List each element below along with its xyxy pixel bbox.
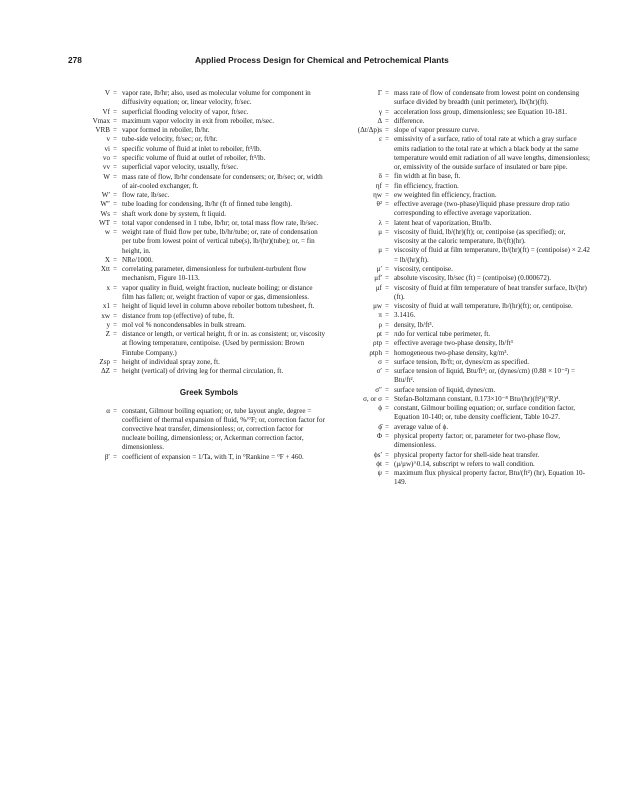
equals-sign: = <box>113 311 118 320</box>
entry-definition: physical property factor; or, parameter for two-phase flow, dimensionless. <box>394 432 561 450</box>
entry-symbol: ηf <box>375 181 382 190</box>
equals-sign: = <box>385 422 390 431</box>
entry-definition: surface tension of liquid, Btu/ft²; or, (dynes/cm) (0.88 × 10⁻³) = Btu/ft². <box>394 367 576 385</box>
equals-sign: = <box>113 89 118 97</box>
entry-definition: surface tension, lb/ft; or, dynes/cm as specified. <box>394 357 530 366</box>
entry-definition: tube loading for condensing, lb/hr (ft of finned tube length). <box>122 200 293 209</box>
entry-definition: fin efficiency, fraction. <box>394 181 459 190</box>
nomenclature-entry <box>334 451 592 460</box>
entry-symbol: vi <box>104 144 110 153</box>
entry-definition: weight rate of fluid flow per tube, lb/hr/tube; or, rate of condensation per tube from lowest point of vertical tube(s), lb/(hr)(tube); or, = fin height, in. <box>122 228 318 255</box>
entry-symbol: ε <box>379 135 382 144</box>
nomenclature-entry <box>334 246 592 264</box>
equals-sign: = <box>113 406 118 415</box>
entry-definition: distance or length, or vertical height, ft or in. as consistent; or, viscosity at flowing temperature, centipoise. (Used by permission: Brown Fintube Company.) <box>122 330 326 357</box>
entry-symbol: Ws <box>100 209 110 218</box>
equals-sign: = <box>385 218 390 227</box>
entry-definition: slope of vapor pressure curve. <box>394 126 480 135</box>
nomenclature-list-left <box>64 89 326 376</box>
nomenclature-entry <box>334 108 592 117</box>
entry-definition: specific volume of fluid at outlet of reboiler, ft³/lb. <box>122 153 266 162</box>
entry-definition: shaft work done by system, ft liquid. <box>122 209 227 218</box>
equals-sign: = <box>385 126 390 135</box>
entry-symbol: WT <box>98 218 110 227</box>
entry-definition: constant, Gilmour boiling equation; or, surface condition factor, Equation 10-140; or, tube density coefficient, Table 10-27. <box>394 404 576 422</box>
equals-sign: = <box>113 218 118 227</box>
nomenclature-entry <box>334 339 592 348</box>
entry-definition: viscosity of fluid at film temperature, lb/(hr)(ft) = (centipoise) × 2.42 = lb/(hr)(ft). <box>394 246 590 264</box>
nomenclature-entry <box>334 349 592 358</box>
nomenclature-entry <box>64 284 326 302</box>
entry-symbol: w <box>104 228 110 237</box>
entry-definition: mol vol % noncondensables in bulk stream. <box>122 320 246 329</box>
entry-symbol: ρ <box>378 320 382 329</box>
nomenclature-entry <box>64 330 326 358</box>
equals-sign: = <box>113 163 118 172</box>
equals-sign: = <box>113 107 118 116</box>
entry-symbol: β′ <box>104 452 110 461</box>
entry-definition: height of liquid level in column above reboiler bottom tubesheet, ft. <box>122 302 315 311</box>
entry-definition: vapor rate, lb/hr; also, used as molecular volume for component in diffusivity equation; or, linear velocity, ft/sec. <box>122 89 311 107</box>
nomenclature-entry <box>334 117 592 126</box>
entry-definition: difference. <box>394 116 425 125</box>
equals-sign: = <box>385 135 390 144</box>
entry-symbol: vo <box>102 153 110 162</box>
page-header <box>68 55 578 69</box>
equals-sign: = <box>385 320 390 329</box>
equals-sign: = <box>113 209 118 218</box>
nomenclature-entry <box>64 145 326 154</box>
entry-symbol: Vf <box>102 107 110 116</box>
nomenclature-entry <box>334 311 592 320</box>
nomenclature-entry <box>334 404 592 422</box>
entry-definition: surface tension of liquid, dynes/cm. <box>394 385 496 394</box>
equals-sign: = <box>385 329 390 338</box>
entry-definition: latent heat of vaporization, Btu/lb. <box>394 218 492 227</box>
greek-symbols-heading: Greek Symbols <box>179 388 239 398</box>
entry-definition: viscosity of fluid, lb/(hr)(ft); or, centipoise (as specified); or, viscosity at the caloric temperature, lb/(ft)(hr). <box>394 227 566 246</box>
nomenclature-entry <box>334 302 592 311</box>
nomenclature-list-right <box>334 89 592 488</box>
nomenclature-entry <box>334 228 592 246</box>
entry-definition: mass rate of flow, lb/hr condensate for condensers; or, lb/sec; or, width of air-cooled exchanger, ft. <box>122 172 323 190</box>
entry-symbol: W″ <box>100 200 110 209</box>
nomenclature-entry <box>334 432 592 450</box>
entry-definition: effective average two-phase density, lb/ft³ <box>394 339 513 348</box>
entry-definition: maximum vapor velocity in exit from reboiler, m/sec. <box>122 116 274 125</box>
equals-sign: = <box>113 144 118 153</box>
entry-symbol: σ, or σ <box>363 394 382 403</box>
entry-symbol: x1 <box>102 302 110 311</box>
equals-sign: = <box>385 172 390 181</box>
entry-definition: ew weighted fin efficiency, fraction. <box>394 190 497 199</box>
nomenclature-entry <box>334 395 592 404</box>
equals-sign: = <box>113 283 118 292</box>
entry-symbol: ηw <box>373 190 382 199</box>
entry-symbol: θ² <box>376 200 382 209</box>
entry-symbol: y <box>106 320 110 329</box>
equals-sign: = <box>385 302 390 311</box>
equals-sign: = <box>113 191 118 200</box>
equals-sign: = <box>385 190 390 199</box>
entry-symbol: xw <box>101 311 110 320</box>
entry-symbol: W′ <box>101 191 110 200</box>
entry-symbol: Φ <box>376 432 382 441</box>
nomenclature-entry <box>64 219 326 228</box>
equals-sign: = <box>385 404 390 413</box>
entry-symbol: ϕs′ <box>373 450 382 459</box>
nomenclature-entry <box>64 367 326 376</box>
entry-definition: coefficient of expansion = 1/Ta, with T, in °Rankine = °F + 460. <box>122 452 304 461</box>
entry-definition: constant, Gilmour boiling equation; or, tube layout angle, degree = coefficient of thermal expansion of fluid, %/°F; or, correction factor for convective heat transfer, dimensionless; or, correction factor for nucleate boiling, dimensionless; or, Ackerman correction factor, dimensionless. <box>122 406 325 452</box>
equals-sign: = <box>385 469 390 478</box>
entry-definition: maximum flux physical property factor, Btu/(ft²) (hr), Equation 10-149. <box>394 469 585 487</box>
entry-symbol: μw <box>373 302 382 311</box>
nomenclature-entry <box>334 135 592 172</box>
nomenclature-entry <box>64 407 326 453</box>
equals-sign: = <box>113 200 118 209</box>
equals-sign: = <box>385 311 390 320</box>
entry-definition: specific volume of fluid at inlet to reboiler, ft³/lb. <box>122 144 262 153</box>
entry-symbol: δ <box>378 172 382 181</box>
nomenclature-entry <box>64 154 326 163</box>
entry-symbol: α <box>106 406 110 415</box>
equals-sign: = <box>113 265 118 274</box>
entry-symbol: σ′ <box>376 367 382 376</box>
equals-sign: = <box>113 302 118 311</box>
equals-sign: = <box>385 200 390 209</box>
entry-definition: fin width at fin base, ft. <box>394 172 461 181</box>
equals-sign: = <box>385 283 390 292</box>
nomenclature-entry <box>64 163 326 172</box>
nomenclature-entry <box>64 312 326 321</box>
page-number: 278 <box>68 55 82 65</box>
nomenclature-entry <box>64 453 326 462</box>
nomenclature-entry <box>334 460 592 469</box>
entry-symbol: x <box>106 283 110 292</box>
entry-symbol: ρtph <box>369 348 382 357</box>
entry-definition: distance from top (effective) of tube, ft. <box>122 311 235 320</box>
entry-symbol: Δ <box>377 116 382 125</box>
entry-symbol: ψ <box>377 469 382 478</box>
entry-symbol: ϕ̄ <box>378 422 382 431</box>
nomenclature-entry <box>334 265 592 274</box>
equals-sign: = <box>385 450 390 459</box>
equals-sign: = <box>113 320 118 329</box>
entry-symbol: μf <box>375 283 382 292</box>
entry-definition: physical property factor for shell-side heat transfer. <box>394 450 540 459</box>
nomenclature-entry <box>64 265 326 283</box>
nomenclature-entry <box>64 302 326 311</box>
entry-definition: average value of ϕ. <box>394 422 449 431</box>
running-title: Applied Process Design for Chemical and Petrochemical Plants <box>195 55 449 65</box>
equals-sign: = <box>385 107 390 116</box>
entry-definition: viscosity of fluid at wall temperature, lb/(hr)(ft); or, centipoise. <box>394 302 573 311</box>
entry-definition: vapor quality in fluid, weight fraction, nucleate boiling; or distance film has fallen; or, weight fraction of vapor or gas, dimensionless. <box>122 283 313 301</box>
entry-definition: homogeneous two-phase density, kg/m³. <box>394 348 509 357</box>
nomenclature-entry <box>334 191 592 200</box>
equals-sign: = <box>113 357 118 366</box>
nomenclature-entry <box>334 89 592 107</box>
entry-definition: emissivity of a surface, ratio of total rate at which a gray surface emits radiation to the total rate at which a black body at the same temperature would emit radiation of all wave lengths, dimensionless; or, emissivity of the outside surface of insulated or bare pipe. <box>394 135 591 171</box>
nomenclature-entry <box>64 108 326 117</box>
entry-symbol: λ <box>378 218 382 227</box>
nomenclature-entry <box>64 126 326 135</box>
equals-sign: = <box>113 228 118 237</box>
entry-symbol: μ <box>378 227 382 236</box>
entry-symbol: vv <box>102 163 110 172</box>
entry-definition: absolute viscosity, lb/sec (ft) = (centipoise) (0.000672). <box>394 274 552 283</box>
equals-sign: = <box>385 385 390 394</box>
nomenclature-entry <box>334 423 592 432</box>
entry-definition: NRe/1000. <box>122 255 153 264</box>
entry-symbol: Vmax <box>92 116 110 125</box>
nomenclature-entry <box>64 358 326 367</box>
entry-symbol: γ <box>378 107 382 116</box>
entry-definition: height of individual spray zone, ft. <box>122 357 220 366</box>
entry-symbol: ρt <box>376 329 382 338</box>
nomenclature-entry <box>334 200 592 218</box>
entry-symbol: ρtp <box>372 339 382 348</box>
equals-sign: = <box>385 181 390 190</box>
equals-sign: = <box>113 135 118 144</box>
nomenclature-list-greek <box>64 407 326 462</box>
entry-definition: tube-side velocity, ft/sec; or, ft/hr. <box>122 135 218 144</box>
entry-definition: correlating parameter, dimensionless for turbulent-turbulent flow mechanism, Figure 10-113. <box>122 265 307 283</box>
entry-symbol: σ <box>378 357 382 366</box>
equals-sign: = <box>113 367 118 376</box>
nomenclature-entry <box>334 469 592 487</box>
entry-symbol: μ′ <box>376 264 382 273</box>
entry-symbol: Zsp <box>99 357 110 366</box>
nomenclature-entry <box>334 172 592 181</box>
entry-symbol: μ <box>378 246 382 255</box>
equals-sign: = <box>113 255 118 264</box>
nomenclature-entry <box>64 200 326 209</box>
entry-symbol: ϕ <box>378 404 382 413</box>
equals-sign: = <box>113 330 118 339</box>
entry-symbol: σ″ <box>375 385 382 394</box>
entry-definition: (μ/μw)^0.14, subscript w refers to wall condition. <box>394 459 535 468</box>
entry-definition: viscosity of fluid at film temperature of heat transfer surface, lb/(hr)(ft). <box>394 283 587 301</box>
nomenclature-entry <box>334 358 592 367</box>
entry-symbol: Γ <box>377 89 382 97</box>
nomenclature-entry <box>334 386 592 395</box>
entry-definition: mass rate of flow of condensate from lowest point on condensing surface divided by breadth (unit perimeter), lb/(hr)(ft). <box>394 89 580 107</box>
equals-sign: = <box>385 459 390 468</box>
equals-sign: = <box>385 367 390 376</box>
nomenclature-entry <box>334 182 592 191</box>
equals-sign: = <box>385 89 390 97</box>
entry-definition: viscosity, centipoise. <box>394 264 453 273</box>
entry-definition: πdo for vertical tube perimeter, ft. <box>394 329 491 338</box>
nomenclature-entry <box>64 173 326 191</box>
entry-definition: 3.1416. <box>394 311 416 320</box>
nomenclature-entry <box>334 330 592 339</box>
nomenclature-entry <box>64 89 326 107</box>
entry-definition: Stefan-Boltzmann constant, 0.173×10⁻⁸ Btu/(hr)(ft²)(°R)⁴. <box>394 394 561 403</box>
equals-sign: = <box>385 348 390 357</box>
nomenclature-entry <box>64 321 326 330</box>
nomenclature-entry <box>64 117 326 126</box>
entry-symbol: VRB <box>95 126 110 135</box>
entry-definition: flow rate, lb/sec. <box>122 191 170 200</box>
nomenclature-entry <box>334 126 592 135</box>
nomenclature-entry <box>64 210 326 219</box>
entry-symbol: ϕt <box>376 459 382 468</box>
entry-definition: acceleration loss group, dimensionless; see Equation 10-181. <box>394 107 567 116</box>
nomenclature-entry <box>334 284 592 302</box>
entry-definition: total vapor condensed in 1 tube, lb/hr; or, total mass flow rate, lb/sec. <box>122 218 319 227</box>
nomenclature-entry <box>64 191 326 200</box>
entry-symbol: ΔZ <box>101 367 110 376</box>
entry-symbol: (Δt/Δp)s <box>357 126 382 135</box>
nomenclature-entry <box>334 367 592 385</box>
entry-definition: density, lb/ft³. <box>394 320 434 329</box>
equals-sign: = <box>385 432 390 441</box>
entry-symbol: v <box>106 135 110 144</box>
entry-definition: vapor formed in reboiler, lb/hr. <box>122 126 210 135</box>
entry-symbol: μf′ <box>374 274 382 283</box>
nomenclature-entry <box>334 274 592 283</box>
entry-symbol: π <box>378 311 382 320</box>
equals-sign: = <box>113 153 118 162</box>
equals-sign: = <box>385 357 390 366</box>
equals-sign: = <box>385 246 390 255</box>
entry-symbol: X <box>104 255 110 264</box>
nomenclature-entry <box>64 228 326 256</box>
entry-definition: height (vertical) of driving leg for thermal circulation, ft. <box>122 367 284 376</box>
nomenclature-entry <box>334 321 592 330</box>
entry-definition: superficial vapor velocity, usually, ft/sec. <box>122 163 239 172</box>
entry-symbol: V <box>104 89 110 97</box>
entry-symbol: Xtt <box>100 265 110 274</box>
nomenclature-entry <box>64 256 326 265</box>
equals-sign: = <box>113 172 118 181</box>
equals-sign: = <box>385 264 390 273</box>
equals-sign: = <box>113 452 118 461</box>
equals-sign: = <box>113 116 118 125</box>
nomenclature-entry <box>334 219 592 228</box>
entry-definition: effective average (two-phase)/liquid phase pressure drop ratio corresponding to effective average vaporization. <box>394 200 570 218</box>
equals-sign: = <box>385 116 390 125</box>
left-column <box>64 89 326 462</box>
equals-sign: = <box>385 339 390 348</box>
entry-symbol: W <box>103 172 110 181</box>
equals-sign: = <box>113 126 118 135</box>
entry-symbol: Z <box>105 330 110 339</box>
equals-sign: = <box>385 274 390 283</box>
entry-definition: superficial flooding velocity of vapor, ft/sec. <box>122 107 249 116</box>
right-column <box>334 89 592 488</box>
nomenclature-entry <box>64 135 326 144</box>
equals-sign: = <box>385 227 390 236</box>
equals-sign: = <box>385 394 390 403</box>
